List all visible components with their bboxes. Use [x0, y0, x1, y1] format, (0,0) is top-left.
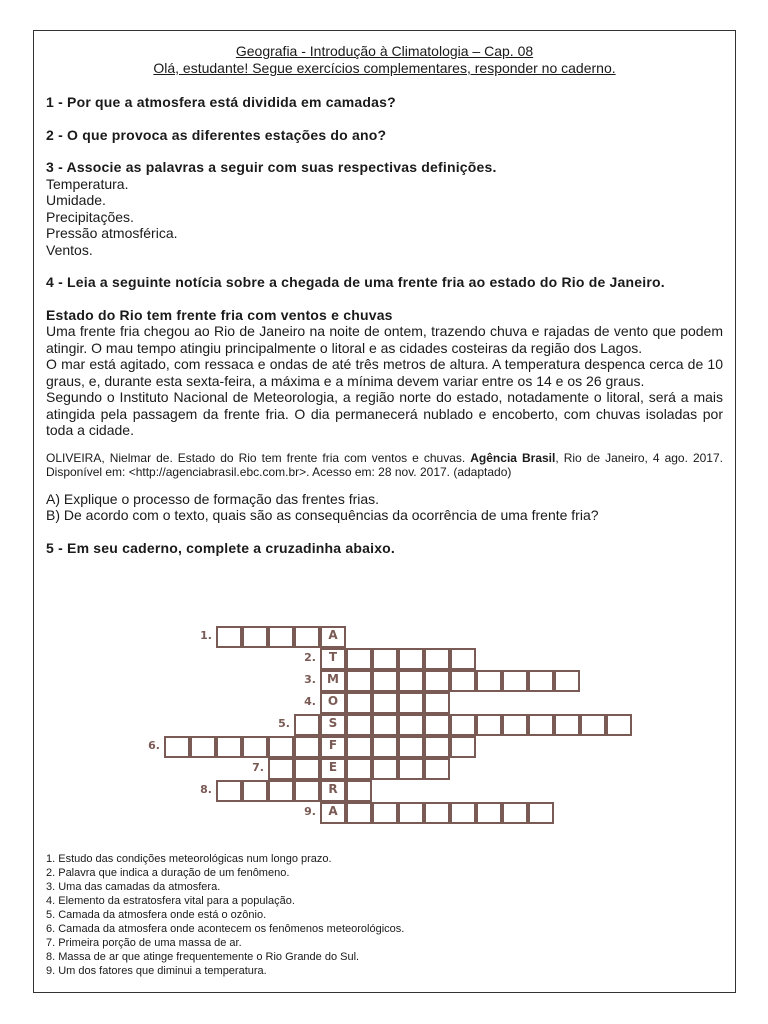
- crossword-key-cell: E: [320, 758, 346, 780]
- crossword-cell: [346, 692, 372, 714]
- crossword-number: 6.: [148, 739, 160, 752]
- crossword-number: 9.: [304, 805, 316, 818]
- crossword-key-cell: M: [320, 670, 346, 692]
- question-3-item: Pressão atmosférica.: [46, 225, 178, 241]
- crossword-key-cell: T: [320, 648, 346, 670]
- clue-item: 6. Camada da atmosfera onde acontecem os fenômenos meteorológicos.: [46, 923, 405, 935]
- clue-item: 9. Um dos fatores que diminui a temperatura.: [46, 965, 267, 977]
- clue-item: 1. Estudo das condições meteorológicas num longo prazo.: [46, 853, 332, 865]
- crossword-cell: [398, 736, 424, 758]
- crossword-cell: [294, 626, 320, 648]
- crossword-cell: [528, 670, 554, 692]
- crossword-key-cell: R: [320, 780, 346, 802]
- crossword-cell: [190, 736, 216, 758]
- clue-item: 8. Massa de ar que atinge frequentemente o Rio Grande do Sul.: [46, 951, 360, 963]
- crossword-cell: [294, 714, 320, 736]
- crossword-cell: [346, 714, 372, 736]
- crossword-cell: [476, 670, 502, 692]
- crossword-cell: [242, 626, 268, 648]
- crossword-cell: [424, 736, 450, 758]
- question-5-title: 5 - Em seu caderno, complete a cruzadinha abaixo.: [46, 539, 396, 556]
- crossword-cell: [242, 736, 268, 758]
- worksheet-header: [33, 43, 736, 77]
- crossword-clues: [46, 852, 726, 978]
- crossword-cell: [450, 648, 476, 670]
- crossword-cell: [294, 780, 320, 802]
- crossword-cell: [424, 692, 450, 714]
- question-3-item: Temperatura.: [46, 175, 129, 192]
- crossword-cell: [216, 626, 242, 648]
- crossword-cell: [450, 670, 476, 692]
- crossword-cell: [398, 802, 424, 824]
- crossword-number: 5.: [278, 717, 290, 730]
- crossword-cell: [398, 648, 424, 670]
- crossword-puzzle: [140, 624, 620, 846]
- crossword-cell: [346, 736, 372, 758]
- clue-item: 7. Primeira porção de uma massa de ar.: [46, 937, 242, 949]
- crossword-cell: [528, 714, 554, 736]
- crossword-cell: [242, 780, 268, 802]
- crossword-key-cell: S: [320, 714, 346, 736]
- crossword-cell: [424, 758, 450, 780]
- crossword-cell: [372, 802, 398, 824]
- crossword-cell: [554, 670, 580, 692]
- crossword-cell: [294, 736, 320, 758]
- crossword-cell: [346, 670, 372, 692]
- article-citation: [46, 451, 723, 479]
- crossword-cell: [372, 714, 398, 736]
- crossword-number: 2.: [304, 651, 316, 664]
- crossword-key-cell: A: [320, 626, 346, 648]
- crossword-cell: [372, 758, 398, 780]
- crossword-cell: [450, 736, 476, 758]
- clue-item: 5. Camada da atmosfera onde está o ozônio.: [46, 909, 267, 921]
- crossword-number: 7.: [252, 761, 264, 774]
- citation-text: , Rio de Janeiro, 4 ago. 2017. Disponível em: <http://agenciabrasil.ebc.com.br>. Acesso em: 28 nov. 2017. (adaptado): [46, 450, 723, 479]
- question-3-item: Ventos.: [46, 241, 93, 258]
- crossword-cell: [554, 714, 580, 736]
- question-4b: B) De acordo com o texto, quais são as consequências da ocorrência de uma frente fria?: [46, 507, 599, 523]
- crossword-cell: [164, 736, 190, 758]
- question-1: 1 - Por que a atmosfera está dividida em camadas?: [46, 94, 396, 110]
- clue-item: 3. Uma das camadas da atmosfera.: [46, 881, 221, 893]
- crossword-cell: [476, 802, 502, 824]
- crossword-number: 3.: [304, 673, 316, 686]
- crossword-cell: [346, 802, 372, 824]
- crossword-cell: [476, 714, 502, 736]
- clue-item: 4. Elemento da estratosfera vital para a população.: [46, 895, 295, 907]
- crossword-cell: [268, 736, 294, 758]
- crossword-cell: [450, 714, 476, 736]
- crossword-number: 4.: [304, 695, 316, 708]
- crossword-cell: [372, 736, 398, 758]
- clue-item: 2. Palavra que indica a duração de um fenômeno.: [46, 867, 290, 879]
- crossword-cell: [268, 758, 294, 780]
- crossword-cell: [606, 714, 632, 736]
- crossword-cell: [424, 648, 450, 670]
- citation-source: Agência Brasil: [470, 450, 556, 465]
- citation-text: OLIVEIRA, Nielmar de. Estado do Rio tem frente fria com ventos e chuvas.: [46, 450, 471, 465]
- crossword-cell: [346, 648, 372, 670]
- question-4-title: 4 - Leia a seguinte notícia sobre a chegada de uma frente fria ao estado do Rio de Janeiro.: [46, 274, 665, 290]
- crossword-cell: [372, 648, 398, 670]
- crossword-cell: [528, 802, 554, 824]
- crossword-cell: [294, 758, 320, 780]
- crossword-cell: [502, 670, 528, 692]
- crossword-cell: [424, 670, 450, 692]
- crossword-cell: [346, 780, 372, 802]
- crossword-cell: [372, 670, 398, 692]
- crossword-cell: [398, 692, 424, 714]
- article-paragraph: O mar está agitado, com ressaca e ondas de até três metros de altura. A temperatura despenca cerca de 10 graus, e, durante esta sexta-feira, a máxima e a mínima devem variar entre os 14 e os 26 graus.: [46, 356, 723, 389]
- article-title: Estado do Rio tem frente fria com ventos e chuvas: [46, 306, 393, 323]
- crossword-cell: [502, 802, 528, 824]
- crossword-cell: [398, 714, 424, 736]
- crossword-cell: [580, 714, 606, 736]
- crossword-cell: [502, 714, 528, 736]
- crossword-cell: [398, 670, 424, 692]
- crossword-number: 1.: [200, 629, 212, 642]
- question-3-item: Umidade.: [46, 192, 106, 208]
- crossword-cell: [216, 780, 242, 802]
- crossword-cell: [398, 758, 424, 780]
- crossword-cell: [268, 780, 294, 802]
- crossword-cell: [450, 802, 476, 824]
- question-3-item: Precipitações.: [46, 208, 134, 225]
- crossword-key-cell: O: [320, 692, 346, 714]
- article-paragraph: Uma frente fria chegou ao Rio de Janeiro na noite de ontem, trazendo chuva e rajadas de vento que podem atingir. O mau tempo atingiu principalmente o litoral e as cidades costeiras da região dos Lagos.: [46, 323, 723, 356]
- crossword-cell: [424, 714, 450, 736]
- question-4a: A) Explique o processo de formação das frentes frias.: [46, 490, 380, 507]
- crossword-cell: [424, 802, 450, 824]
- crossword-cell: [372, 692, 398, 714]
- crossword-cell: [216, 736, 242, 758]
- question-2: 2 - O que provoca as diferentes estações do ano?: [46, 126, 387, 143]
- crossword-number: 8.: [200, 783, 212, 796]
- worksheet-subtitle: Olá, estudante! Segue exercícios complementares, responder no caderno.: [153, 60, 616, 76]
- crossword-key-cell: F: [320, 736, 346, 758]
- article-paragraph: Segundo o Instituto Nacional de Meteorologia, a região norte do estado, notadamente o litoral, será a mais atingida pela passagem da frente fria. O dia permanecerá nublado e encoberto, com chuvas isoladas por toda a cidade.: [46, 389, 723, 438]
- crossword-key-cell: A: [320, 802, 346, 824]
- worksheet-title: Geografia - Introdução à Climatologia – Cap. 08: [235, 43, 534, 59]
- question-3-title: 3 - Associe as palavras a seguir com suas respectivas definições.: [46, 159, 497, 175]
- worksheet-content: [46, 94, 723, 556]
- crossword-cell: [268, 626, 294, 648]
- crossword-cell: [346, 758, 372, 780]
